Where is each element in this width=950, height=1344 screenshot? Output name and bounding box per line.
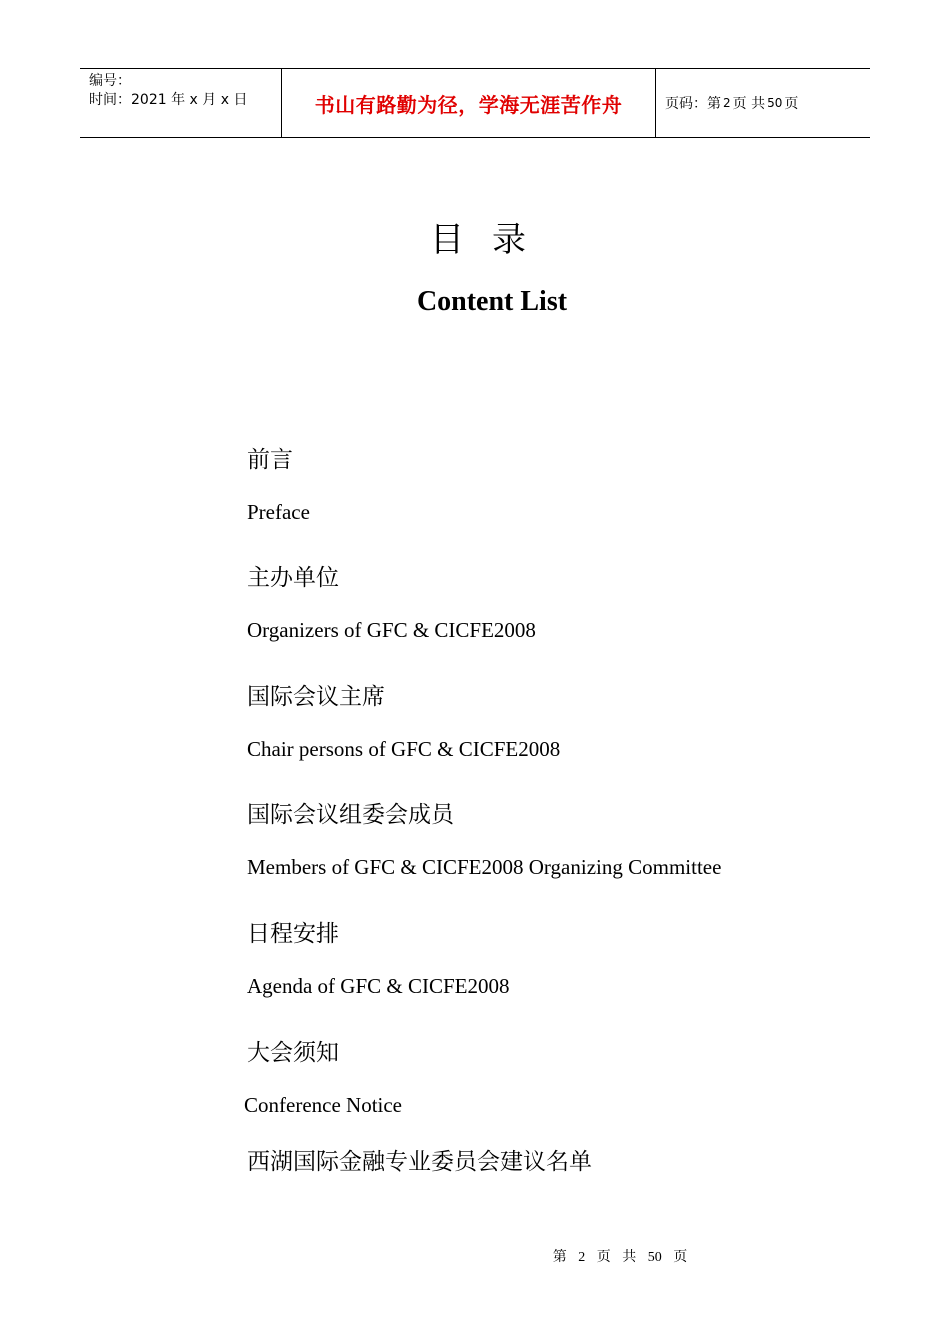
toc-item: 日程安排 bbox=[247, 921, 339, 947]
footer-total: 50 bbox=[647, 1250, 662, 1265]
toc-item: Preface bbox=[247, 500, 310, 524]
page-prefix: 页码：第 bbox=[665, 96, 721, 112]
page-number: 2 bbox=[723, 96, 731, 110]
page-mid: 页 共 bbox=[732, 96, 766, 112]
page-total: 50 bbox=[767, 96, 783, 110]
header-page-info bbox=[656, 69, 870, 137]
toc-item: Conference Notice bbox=[244, 1093, 403, 1117]
footer-mid: 页 bbox=[596, 1250, 611, 1265]
toc-item: 主办单位 bbox=[247, 565, 339, 591]
motto-text: 书山有路勤为径，学海无涯苦作舟 bbox=[314, 92, 623, 117]
toc-item: 前言 bbox=[247, 447, 293, 473]
page-header bbox=[80, 68, 870, 138]
page-suffix: 页 bbox=[784, 96, 799, 112]
footer-total-label: 共 bbox=[622, 1250, 637, 1265]
footer-last: 页 bbox=[673, 1250, 688, 1265]
header-motto bbox=[282, 69, 656, 137]
toc-item: Members of GFC & CICFE2008 Organizing Committee bbox=[247, 855, 722, 879]
page-footer bbox=[0, 1246, 950, 1266]
serial-label: 编号： bbox=[89, 73, 131, 89]
date-line: 时间：2021 年 x 月 x 日 bbox=[89, 92, 248, 108]
toc-item: 国际会议主席 bbox=[247, 684, 385, 710]
toc-item: 大会须知 bbox=[247, 1040, 339, 1066]
toc-item: Organizers of GFC & CICFE2008 bbox=[247, 618, 536, 642]
title-english: Content List bbox=[416, 286, 568, 317]
title-chinese: 目录 bbox=[430, 220, 554, 260]
footer-first: 第 bbox=[552, 1250, 567, 1265]
footer-page: 2 bbox=[578, 1250, 586, 1265]
header-meta bbox=[80, 69, 282, 137]
toc-item: Agenda of GFC & CICFE2008 bbox=[247, 974, 510, 998]
toc-item: 国际会议组委会成员 bbox=[247, 802, 454, 828]
toc-item: Chair persons of GFC & CICFE2008 bbox=[247, 737, 561, 761]
toc-item: 西湖国际金融专业委员会建议名单 bbox=[247, 1149, 592, 1175]
